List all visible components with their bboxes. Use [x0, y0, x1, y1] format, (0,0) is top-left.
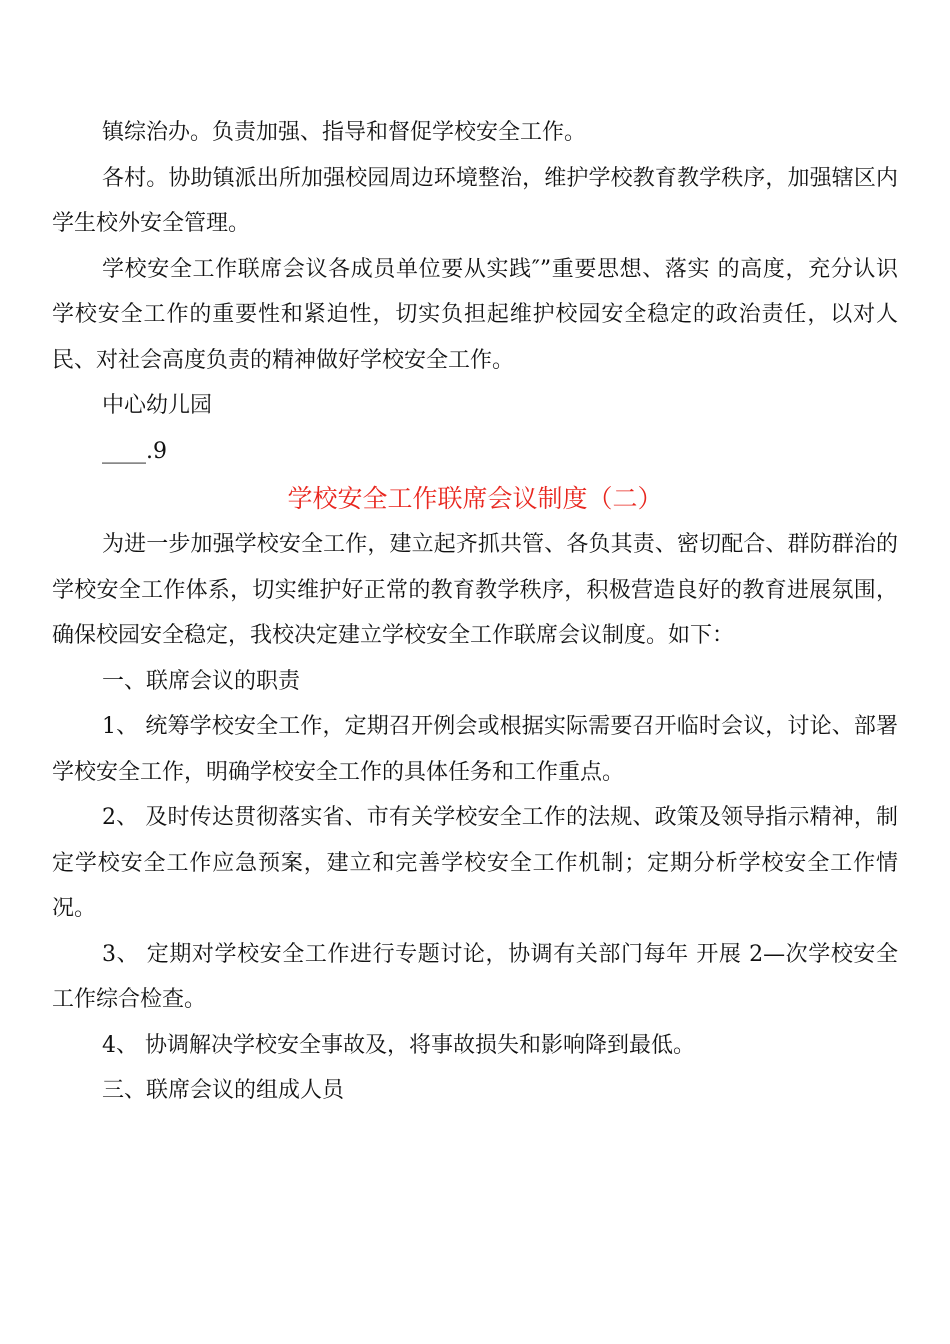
paragraph-intro: 为进一步加强学校安全工作，建立起齐抓共管、各负其责、密切配合、群防群治的学校安全工作体系，切实维护好正常的教育教学秩序，积极营造良好的教育进展氛围，确保校园安全稳定，我校决定建立学校安全工作联席会议制度。如下：	[52, 532, 898, 648]
list-item-3: 3、 定期对学校安全工作进行专题讨论，协调有关部门每年 开展 2—次学校安全工作综合检查。	[52, 941, 898, 1012]
list-item-4: 4、 协调解决学校安全事故及，将事故损失和影响降到最低。	[102, 1032, 695, 1058]
section-heading-duties: 一、联席会议的职责	[102, 668, 301, 694]
document-title: 学校安全工作联席会议制度（二）	[287, 484, 663, 513]
list-item-2: 2、 及时传达贯彻落实省、市有关学校安全工作的法规、政策及领导指示精神，制定学校安全工作应急预案，建立和完善学校安全工作机制；定期分析学校安全工作情况。	[52, 805, 898, 921]
paragraph-town-office: 镇综治办。负责加强、指导和督促学校安全工作。	[102, 120, 587, 145]
section-heading-members: 三、联席会议的组成人员	[102, 1078, 345, 1103]
list-item-1: 1、 统筹学校安全工作，定期召开例会或根据实际需要召开临时会议，讨论、部署学校安全工作，明确学校安全工作的具体任务和工作重点。	[52, 714, 898, 785]
paragraph-villages: 各村。协助镇派出所加强校园周边环境整治，维护学校教育教学秩序，加强辖区内学生校外安全管理。	[52, 165, 898, 236]
paragraph-member-units: 学校安全工作联席会议各成员单位要从实践″”重要思想、落实 的高度，充分认识学校安全工作的重要性和紧迫性，切实负担起维护校园安全稳定的政治责任，以对人民、对社会高度负责的精神做好学校安全工作。	[52, 256, 898, 373]
signature-organization: 中心幼儿园	[102, 393, 213, 418]
document-page	[52, 110, 898, 1114]
signature-date: ____.9	[102, 438, 167, 464]
